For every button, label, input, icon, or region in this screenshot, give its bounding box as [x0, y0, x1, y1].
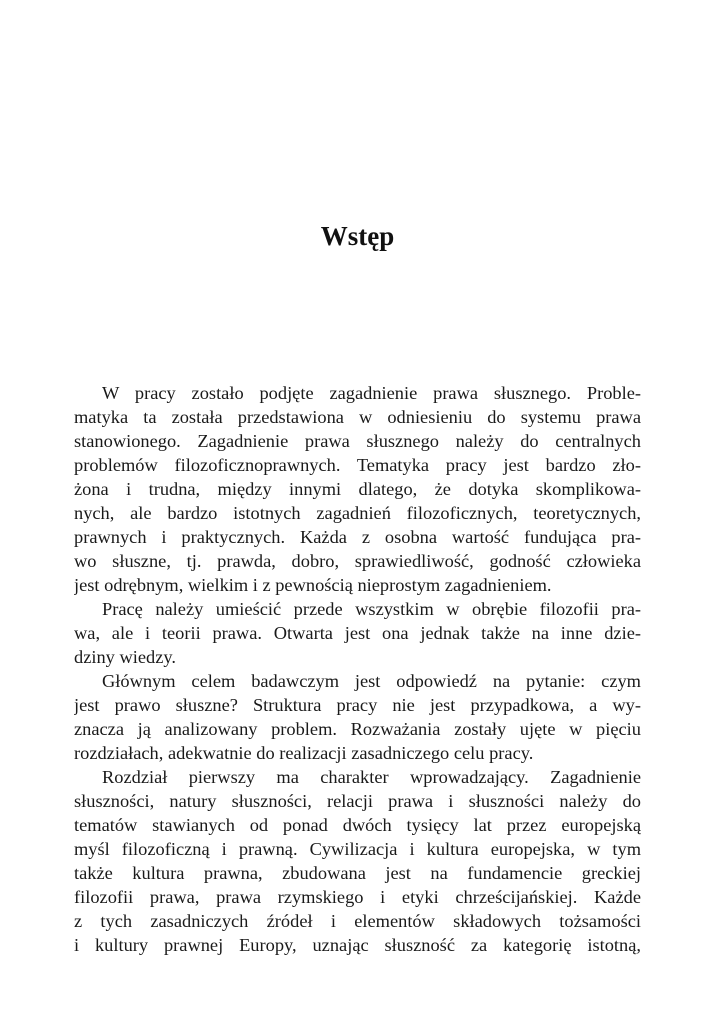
text-line: jest prawo słuszne? Struktura pracy nie jest przypadkowa, a wy-	[74, 695, 641, 715]
text-line: problemów filozoficznoprawnych. Tematyka pracy jest bardzo zło-	[74, 455, 641, 475]
text-line: dziny wiedzy.	[74, 647, 176, 667]
text-line: żona i trudna, między innymi dlatego, że dotyka skomplikowa-	[74, 479, 641, 499]
text-line: i kultury prawnej Europy, uznając słuszność za kategorię istotną,	[74, 935, 641, 955]
body-text	[74, 381, 641, 957]
text-line: filozofii prawa, prawa rzymskiego i etyki chrześcijańskiej. Każde	[74, 887, 641, 907]
text-line: jest odrębnym, wielkim i z pewnością nieprostym zagadnieniem.	[74, 575, 552, 595]
paragraph-1	[74, 381, 641, 597]
text-line: nych, ale bardzo istotnych zagadnień filozoficznych, teoretycznych,	[74, 503, 641, 523]
paragraph-3	[74, 669, 641, 765]
text-line: wa, ale i teorii prawa. Otwarta jest ona jednak także na inne dzie-	[74, 623, 641, 643]
text-line: Rozdział pierwszy ma charakter wprowadzający. Zagadnienie	[102, 767, 641, 787]
text-line: z tych zasadniczych źródeł i elementów składowych tożsamości	[74, 911, 641, 931]
text-line: stanowionego. Zagadnienie prawa słusznego należy do centralnych	[74, 431, 641, 451]
text-line: także kultura prawna, zbudowana jest na fundamencie greckiej	[74, 863, 641, 883]
text-line: matyka ta została przedstawiona w odniesieniu do systemu prawa	[74, 407, 641, 427]
text-line: słuszności, natury słuszności, relacji prawa i słuszności należy do	[74, 791, 641, 811]
text-line: prawnych i praktycznych. Każda z osobna wartość fundująca pra-	[74, 527, 641, 547]
chapter-title: Wstęp	[320, 221, 395, 251]
text-line: tematów stawianych od ponad dwóch tysięcy lat przez europejską	[74, 815, 641, 835]
text-line: wo słuszne, tj. prawda, dobro, sprawiedliwość, godność człowieka	[74, 551, 641, 571]
text-line: Głównym celem badawczym jest odpowiedź na pytanie: czym	[102, 671, 641, 691]
text-line: Pracę należy umieścić przede wszystkim w obrębie filozofii pra-	[102, 599, 641, 619]
paragraph-2	[74, 597, 641, 669]
text-line: znacza ją analizowany problem. Rozważania zostały ujęte w pięciu	[74, 719, 641, 739]
paragraph-4	[74, 765, 641, 957]
text-line: W pracy zostało podjęte zagadnienie prawa słusznego. Proble-	[102, 383, 641, 403]
text-line: myśl filozoficzną i prawną. Cywilizacja i kultura europejska, w tym	[74, 839, 641, 859]
text-line: rozdziałach, adekwatnie do realizacji zasadniczego celu pracy.	[74, 743, 534, 763]
